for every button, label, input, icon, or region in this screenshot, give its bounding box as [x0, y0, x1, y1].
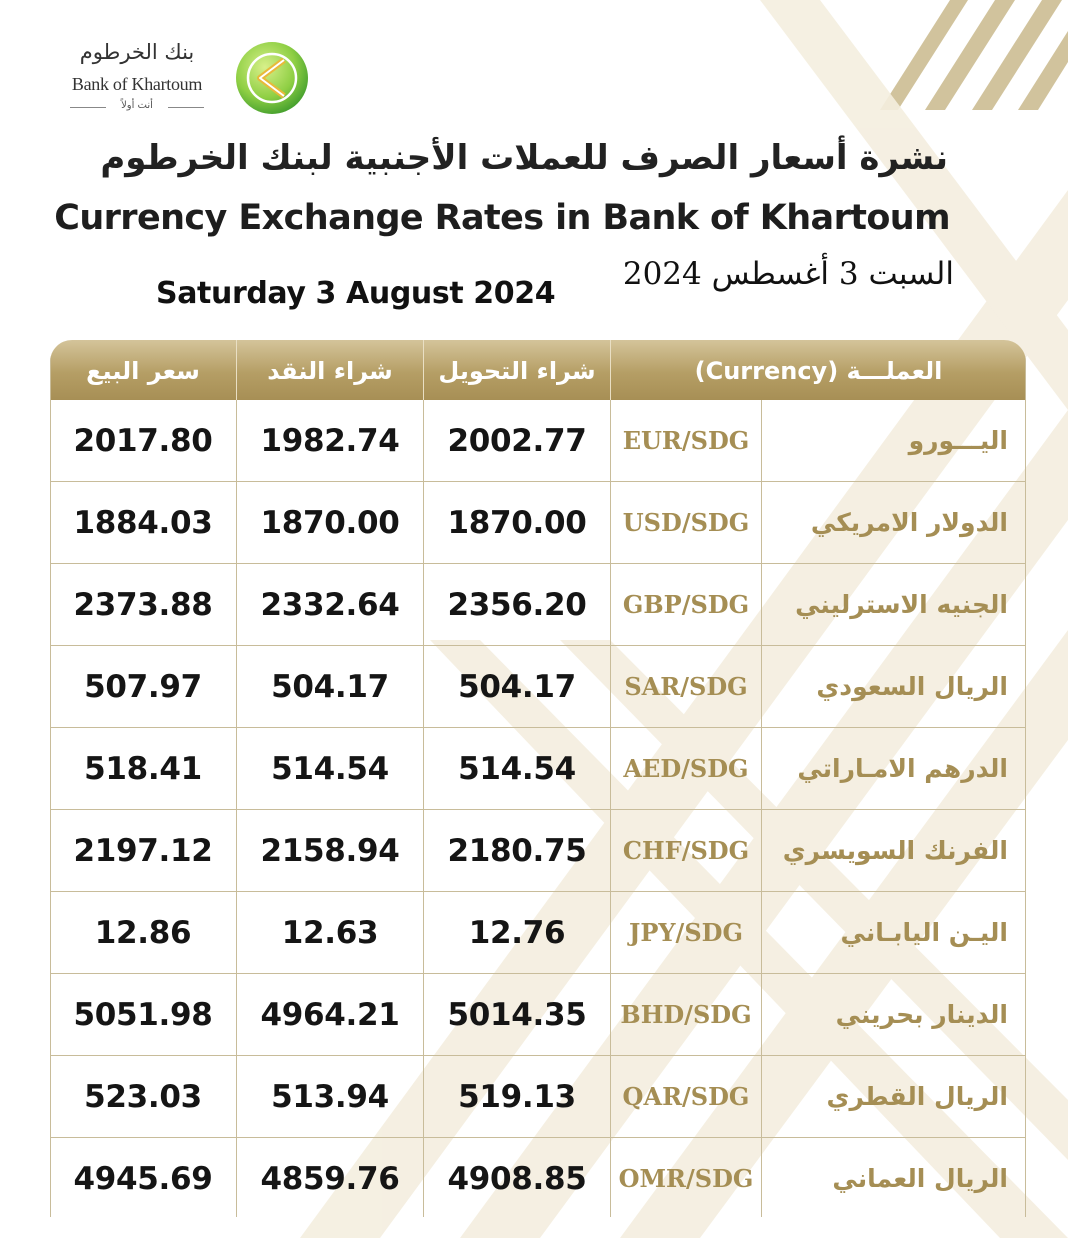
currency-name-cell: اليـن اليابـاني	[840, 918, 1008, 947]
cash-buy-cell: 2332.64	[260, 587, 400, 623]
currency-code-cell: CHF/SDG	[622, 836, 750, 865]
sell-rate-cell: 523.03	[84, 1079, 202, 1115]
header-cash-buy: شراء النقد	[267, 357, 393, 385]
sell-rate-cell: 2197.12	[73, 833, 213, 869]
title-arabic: نشرة أسعار الصرف للعملات الأجنبية لبنك الخرطوم	[100, 138, 948, 178]
sell-rate-cell: 5051.98	[73, 997, 213, 1033]
table-row	[50, 564, 1026, 646]
column-divider	[236, 810, 237, 891]
cash-buy-cell: 4964.21	[260, 997, 400, 1033]
column-divider	[423, 728, 424, 809]
column-divider	[761, 1138, 762, 1217]
exchange-rates-table	[50, 340, 1026, 1217]
column-divider	[423, 1138, 424, 1217]
cash-buy-cell: 1870.00	[260, 505, 400, 541]
column-divider	[236, 1138, 237, 1217]
currency-name-cell: الدولار الامريكي	[810, 508, 1008, 537]
transfer-buy-cell: 12.76	[468, 915, 566, 951]
column-divider	[610, 564, 611, 645]
transfer-buy-cell: 519.13	[458, 1079, 576, 1115]
currency-code-cell: OMR/SDG	[618, 1164, 754, 1193]
sell-rate-cell: 2017.80	[73, 423, 213, 459]
currency-code-cell: QAR/SDG	[622, 1082, 750, 1111]
column-divider	[236, 892, 237, 973]
header-divider	[236, 340, 237, 400]
table-row	[50, 1138, 1026, 1217]
table-row	[50, 400, 1026, 482]
logo-tag-line-right	[168, 107, 204, 108]
column-divider	[423, 974, 424, 1055]
column-divider	[761, 892, 762, 973]
currency-name-cell: الريال السعودي	[816, 672, 1008, 701]
column-divider	[761, 810, 762, 891]
column-divider	[761, 564, 762, 645]
column-divider	[610, 728, 611, 809]
column-divider	[761, 646, 762, 727]
sell-rate-cell: 12.86	[94, 915, 192, 951]
column-divider	[423, 810, 424, 891]
column-divider	[423, 564, 424, 645]
currency-name-cell: الدرهم الامـاراتي	[797, 754, 1008, 783]
table-header	[50, 340, 1026, 400]
column-divider	[423, 1056, 424, 1137]
table-row	[50, 646, 1026, 728]
transfer-buy-cell: 5014.35	[447, 997, 587, 1033]
column-divider	[236, 1056, 237, 1137]
date-arabic: السبت 3 أغسطس 2024	[622, 256, 954, 292]
date-english: Saturday 3 August 2024	[156, 276, 556, 311]
column-divider	[610, 400, 611, 481]
table-row	[50, 974, 1026, 1056]
cash-buy-cell: 1982.74	[260, 423, 400, 459]
table-row	[50, 892, 1026, 974]
table-row	[50, 482, 1026, 564]
column-divider	[761, 400, 762, 481]
table-row	[50, 728, 1026, 810]
currency-name-cell: الريال العماني	[832, 1164, 1008, 1193]
column-divider	[610, 646, 611, 727]
transfer-buy-cell: 514.54	[458, 751, 576, 787]
currency-code-cell: EUR/SDG	[622, 426, 750, 455]
logo-english-name: Bank of Khartoum	[71, 74, 203, 94]
cash-buy-cell: 514.54	[271, 751, 389, 787]
transfer-buy-cell: 2180.75	[447, 833, 587, 869]
column-divider	[423, 892, 424, 973]
transfer-buy-cell: 2002.77	[447, 423, 587, 459]
cash-buy-cell: 12.63	[281, 915, 379, 951]
transfer-buy-cell: 1870.00	[447, 505, 587, 541]
column-divider	[610, 892, 611, 973]
column-divider	[761, 728, 762, 809]
currency-name-cell: الجنيه الاسترليني	[795, 590, 1008, 619]
header-sell-rate: سعر البيع	[86, 357, 200, 385]
column-divider	[236, 974, 237, 1055]
currency-name-cell: الريال القطري	[826, 1082, 1008, 1111]
table-row	[50, 1056, 1026, 1138]
bank-logo	[62, 38, 312, 118]
title-english: Currency Exchange Rates in Bank of Khartoum	[54, 198, 950, 238]
column-divider	[236, 482, 237, 563]
column-divider	[236, 400, 237, 481]
column-divider	[236, 646, 237, 727]
logo-tagline: أنت أولاً	[121, 100, 153, 111]
currency-code-cell: USD/SDG	[622, 508, 750, 537]
header-currency: العملـــة (Currency)	[694, 357, 943, 385]
bank-logo-emblem-icon	[234, 40, 310, 116]
sell-rate-cell: 518.41	[84, 751, 202, 787]
column-divider	[610, 1138, 611, 1217]
cash-buy-cell: 513.94	[271, 1079, 389, 1115]
sell-rate-cell: 507.97	[84, 669, 202, 705]
currency-code-cell: JPY/SDG	[629, 918, 743, 947]
currency-code-cell: GBP/SDG	[622, 590, 750, 619]
currency-name-cell: الفرنك السويسري	[782, 836, 1008, 865]
sell-rate-cell: 2373.88	[73, 587, 213, 623]
sell-rate-cell: 1884.03	[73, 505, 213, 541]
column-divider	[761, 1056, 762, 1137]
column-divider	[610, 482, 611, 563]
transfer-buy-cell: 2356.20	[447, 587, 587, 623]
column-divider	[236, 564, 237, 645]
currency-code-cell: BHD/SDG	[620, 1000, 752, 1029]
column-divider	[610, 810, 611, 891]
transfer-buy-cell: 504.17	[458, 669, 576, 705]
cash-buy-cell: 4859.76	[260, 1161, 400, 1197]
column-divider	[610, 1056, 611, 1137]
currency-name-cell: اليـــورو	[908, 426, 1008, 455]
column-divider	[761, 974, 762, 1055]
header-divider	[423, 340, 424, 400]
cash-buy-cell: 504.17	[271, 669, 389, 705]
transfer-buy-cell: 4908.85	[447, 1161, 587, 1197]
column-divider	[423, 400, 424, 481]
header-divider	[610, 340, 611, 400]
header-transfer-buy: شراء التحويل	[438, 357, 596, 385]
currency-code-cell: AED/SDG	[623, 754, 749, 783]
table-row	[50, 810, 1026, 892]
column-divider	[610, 974, 611, 1055]
column-divider	[423, 646, 424, 727]
cash-buy-cell: 2158.94	[260, 833, 400, 869]
logo-arabic-name: بنك الخرطوم	[79, 40, 195, 64]
column-divider	[761, 482, 762, 563]
currency-name-cell: الدينار بحريني	[835, 1000, 1008, 1029]
sell-rate-cell: 4945.69	[73, 1161, 213, 1197]
column-divider	[423, 482, 424, 563]
column-divider	[236, 728, 237, 809]
currency-code-cell: SAR/SDG	[624, 672, 748, 701]
